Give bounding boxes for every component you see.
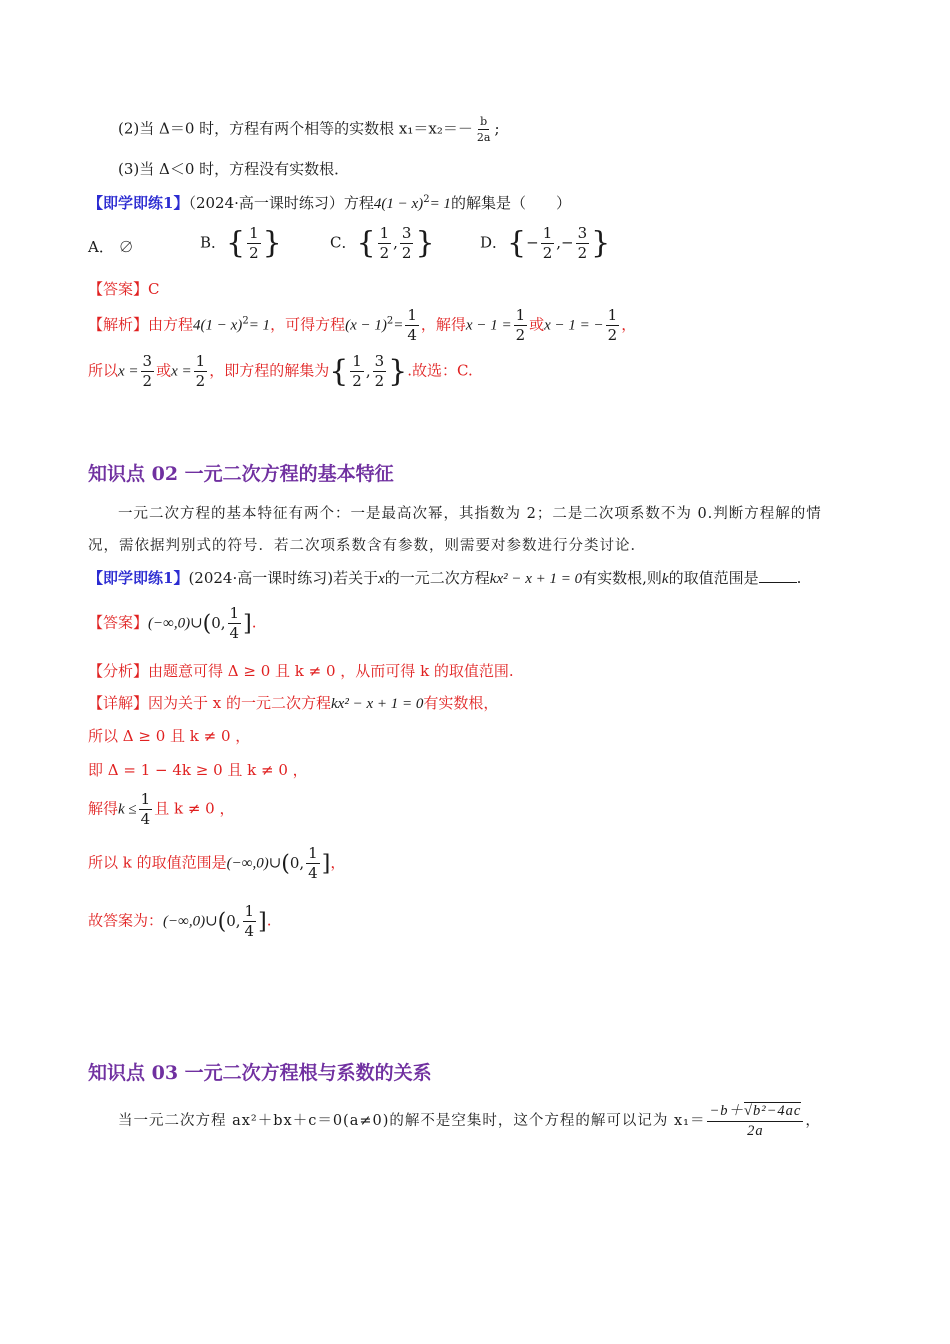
section-2-detail-4: 解得k ≤ $\frac{1}{4}$ 且 k ≠ 0 ， — [88, 790, 235, 828]
practice-tag: 【即学即练1】 — [88, 194, 189, 212]
option-d[interactable]: D．{− $\frac{1}{2}$ ,− $\frac{3}{2}$ } — [480, 224, 611, 262]
section-2-detail-3: 即 Δ = 1 − 4k ≥ 0 且 k ≠ 0 ， — [88, 761, 308, 779]
practice1-analysis-line2: 所以x = $\frac{3}{2}$ 或x = $\frac{1}{2}$ ，即方程的解集为{ $\frac{1}{2}$ , $\frac{3}{2}$ }.故选：C. — [88, 352, 473, 390]
option-a[interactable]: A． ∅ — [88, 238, 134, 256]
practice1-answer: 【答案】C — [88, 280, 160, 298]
item-3: (3)当 Δ＜0 时，方程没有实数根． — [118, 160, 350, 178]
quadratic-formula: $\frac{\text{−b＋√b²−4ac}}{2a}$ — [709, 1103, 802, 1139]
answer-blank[interactable] — [759, 568, 797, 583]
section-2-title: 知识点 02 一元二次方程的基本特征 — [88, 463, 394, 485]
section-2-detail-6: 故答案为：(−∞,0)∪(0, $\frac{1}{4}$ ]. — [88, 902, 272, 940]
item-2: (2)当 Δ＝0 时，方程有两个相等的实数根 x₁＝x₂＝－ $\frac{b}{2a}$ ; — [118, 115, 500, 144]
section-2-analysis: 【分析】由题意可得 Δ ≥ 0 且 k ≠ 0 ，从而可得 k 的取值范围. — [88, 662, 514, 680]
section-2-para-line2: 况，需依据判别式的符号．若二次项系数含有参数，则需要对参数进行分类讨论． — [88, 538, 646, 554]
section-2-detail-5: 所以 k 的取值范围是(−∞,0)∪(0, $\frac{1}{4}$ ]， — [88, 844, 346, 882]
section-2-para-line1: 一元二次方程的基本特征有两个：一是最高次幂，其指数为 2；二是二次项系数不为 0.判断方程解的情 — [118, 506, 822, 522]
option-c[interactable]: C．{ $\frac{1}{2}$ , $\frac{3}{2}$ } — [330, 224, 435, 262]
section-2-question: 【即学即练1】(2024·高一课时练习)若关于x的一元二次方程kx² − x + 1 = 0有实数根,则k的取值范围是 . — [88, 569, 802, 587]
option-b[interactable]: B．{ $\frac{1}{2}$ } — [200, 224, 282, 262]
practice1-question: 【即学即练1】（2024·高一课时练习）方程$4(1 - x)^2= 1$的解集是（ ） — [88, 194, 571, 212]
practice1-analysis-line1: 【解析】由方程$4(1 - x)^2= 1$，可得方程$(x - 1)^2=$ $\frac{1}{4}$ ，解得x − 1 = $\frac{1}{2}$ 或x − 1 = − $\frac{1}{2}$ ， — [88, 306, 637, 344]
section-2-answer: 【答案】(−∞,0)∪(0, $\frac{1}{4}$ ]. — [88, 604, 257, 642]
item-2-text: (2)当 Δ＝0 时，方程有两个相等的实数根 x₁＝x₂＝－ — [118, 119, 473, 138]
item-2-fraction: $\frac{b}{2a}$ — [476, 115, 491, 144]
section-3-title: 知识点 03 一元二次方程根与系数的关系 — [88, 1062, 432, 1084]
section-2-detail-2: 所以 Δ ≥ 0 且 k ≠ 0 ， — [88, 727, 251, 745]
section-3-para: 当一元二次方程 ax²＋bx＋c＝0(a≠0)的解不是空集时，这个方程的解可以记为 x₁＝ $\frac{\text{−b＋√b²−4ac}}{2a}$ ， — [118, 1103, 821, 1139]
section-2-detail-1: 【详解】因为关于 x 的一元二次方程kx² − x + 1 = 0有实数根， — [88, 694, 499, 712]
